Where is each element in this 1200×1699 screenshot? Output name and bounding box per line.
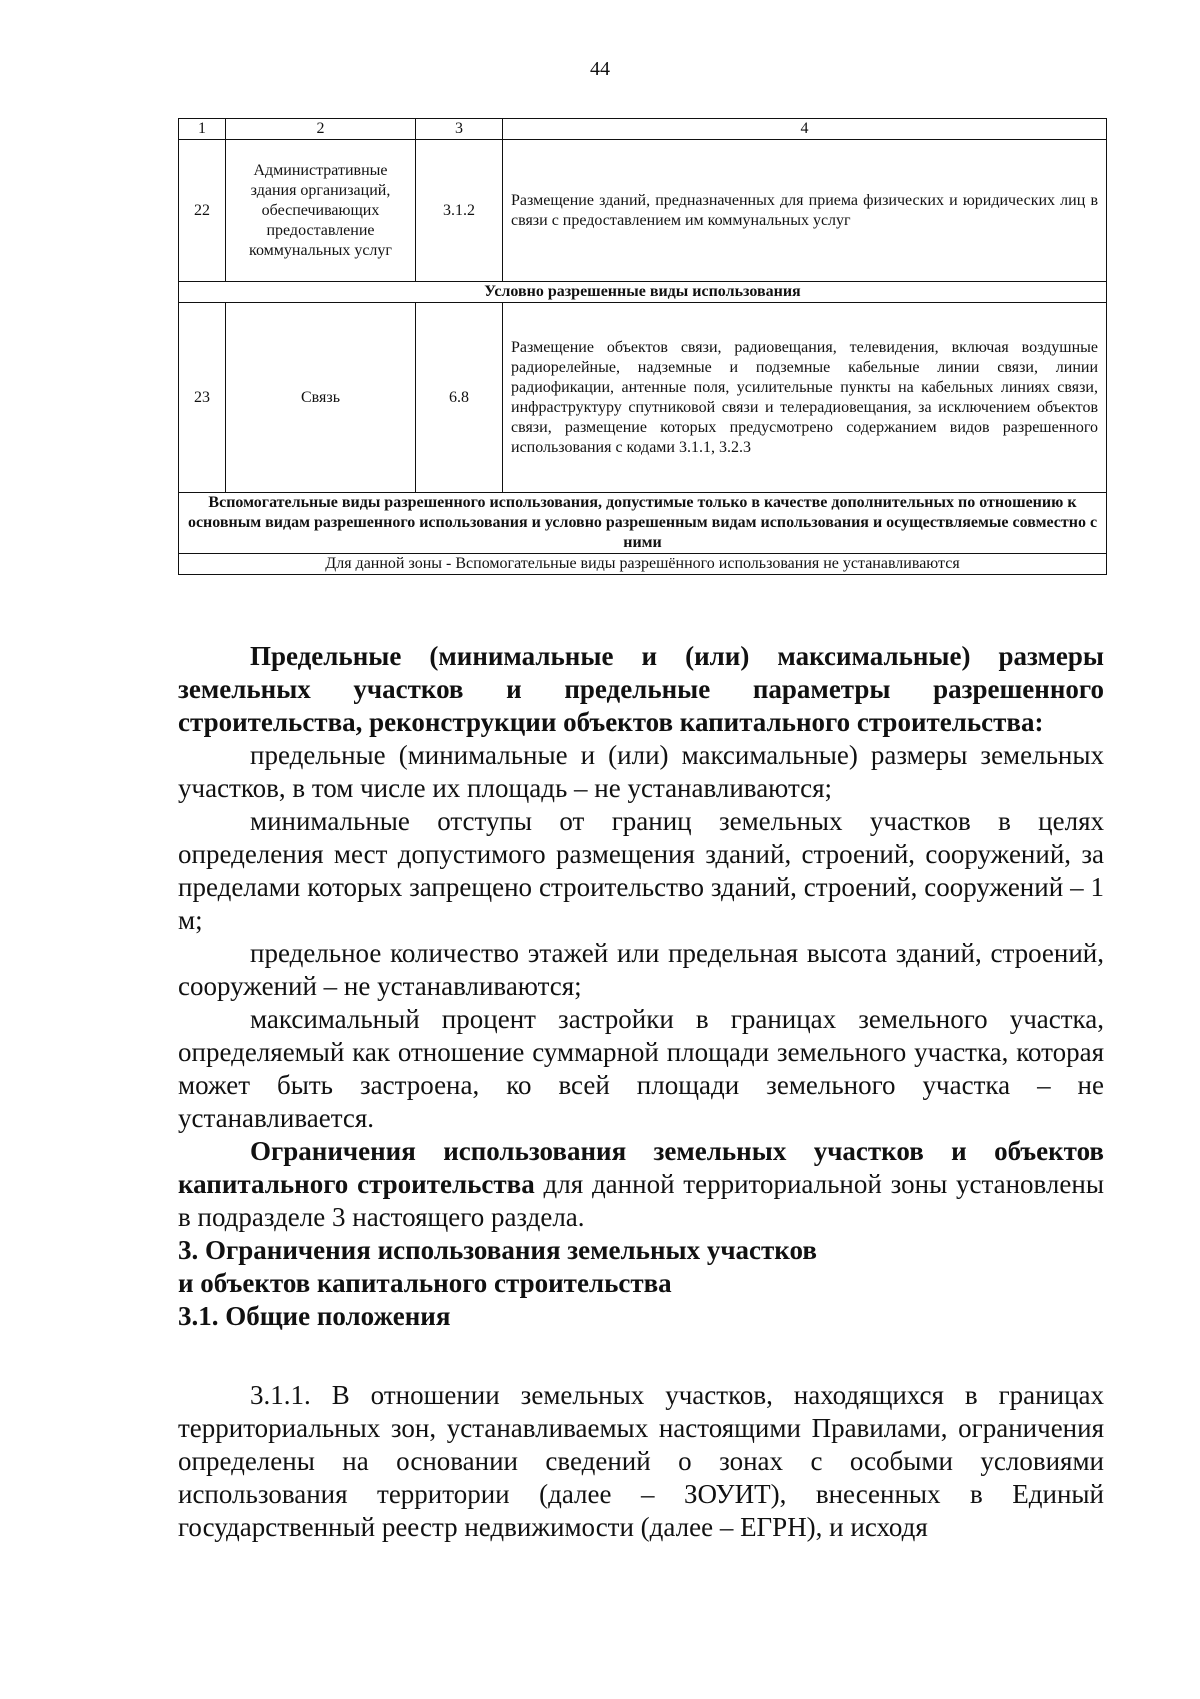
table-note-row	[179, 554, 1107, 575]
paragraph: предельные (минимальные и (или) максимальные) размеры земельных участков, в том числе их площадь – не устанавливаются;	[178, 740, 1104, 803]
use-description: Размещение зданий, предназначенных для приема физических и юридических лиц в связи с предоставлением им коммунальных услуг	[503, 140, 1107, 282]
restrictions-rest: для данной территориальной зоны установлены в подразделе 3 настоящего раздела.	[178, 1169, 1104, 1232]
section-3-line-1: 3. Ограничения использования земельных участков	[178, 1235, 817, 1265]
clause-3-1-1: 3.1.1. В отношении земельных участков, находящихся в границах территориальных зон, устанавливаемых настоящими Правилами, ограничения определены на основании сведений о зонах с особыми условиями использования территории (далее – ЗОУИТ), внесенных в Единый государственный реестр недвижимости (далее – ЕГРН), и исходя	[178, 1380, 1104, 1542]
table-section-row	[179, 282, 1107, 303]
use-code: 3.1.2	[416, 140, 503, 282]
row-number: 23	[179, 303, 226, 493]
header-col-2: 2	[226, 119, 416, 140]
conditional-uses-title: Условно разрешенные виды использования	[179, 282, 1107, 303]
row-number: 22	[179, 140, 226, 282]
restrictions-bold: Ограничения использования земельных участков и объектов капитального строительства	[178, 1136, 1104, 1199]
header-col-1: 1	[179, 119, 226, 140]
use-name: Связь	[226, 303, 416, 493]
table-row	[179, 140, 1107, 282]
table-row	[179, 303, 1107, 493]
paragraph: предельное количество этажей или предельная высота зданий, строений, сооружений – не устанавливаются;	[178, 938, 1104, 1001]
restrictions-paragraph	[178, 1135, 1104, 1234]
page-number: 44	[590, 58, 610, 80]
document-body	[178, 640, 1104, 1544]
section-3-line-2: и объектов капитального строительства	[178, 1268, 672, 1298]
auxiliary-uses-title: Вспомогательные виды разрешенного использования, допустимые только в качестве дополнительных по отношению к основным видам разрешенного использования и условно разрешенным видам использования и осуществляемые совместно с ними	[179, 493, 1107, 554]
header-col-3: 3	[416, 119, 503, 140]
use-code: 6.8	[416, 303, 503, 493]
use-description: Размещение объектов связи, радиовещания, телевидения, включая воздушные радиорелейные, надземные и подземные кабельные линии связи, линии радиофикации, антенные поля, усилительные пункты на кабельных линиях связи, инфраструктуру спутниковой связи и телерадиовещания, за исключением объектов связи, размещение которых предусмотрено содержанием видов разрешенного использования с кодами 3.1.1, 3.2.3	[503, 303, 1107, 493]
table-section-row	[179, 493, 1107, 554]
limits-title: Предельные (минимальные и (или) максимальные) размеры земельных участков и предельные параметры разрешенного строительства, реконструкции объектов капитального строительства:	[178, 641, 1104, 737]
section-3-1-heading: 3.1. Общие положения	[178, 1301, 451, 1331]
land-use-table	[178, 118, 1107, 575]
section-3-heading	[178, 1234, 1104, 1300]
use-name: Административные здания организаций, обеспечивающих предоставление коммунальных услуг	[226, 140, 416, 282]
auxiliary-uses-note: Для данной зоны - Вспомогательные виды разрешённого использования не устанавливаются	[179, 554, 1107, 575]
paragraph: минимальные отступы от границ земельных участков в целях определения мест допустимого размещения зданий, строений, сооружений, за пределами которых запрещено строительство зданий, строений, сооружений – 1 м;	[178, 806, 1104, 935]
table-header-row	[179, 119, 1107, 140]
paragraph: максимальный процент застройки в границах земельного участка, определяемый как отношение суммарной площади земельного участка, которая может быть застроена, ко всей площади земельного участка – не устанавливается.	[178, 1004, 1104, 1133]
header-col-4: 4	[503, 119, 1107, 140]
